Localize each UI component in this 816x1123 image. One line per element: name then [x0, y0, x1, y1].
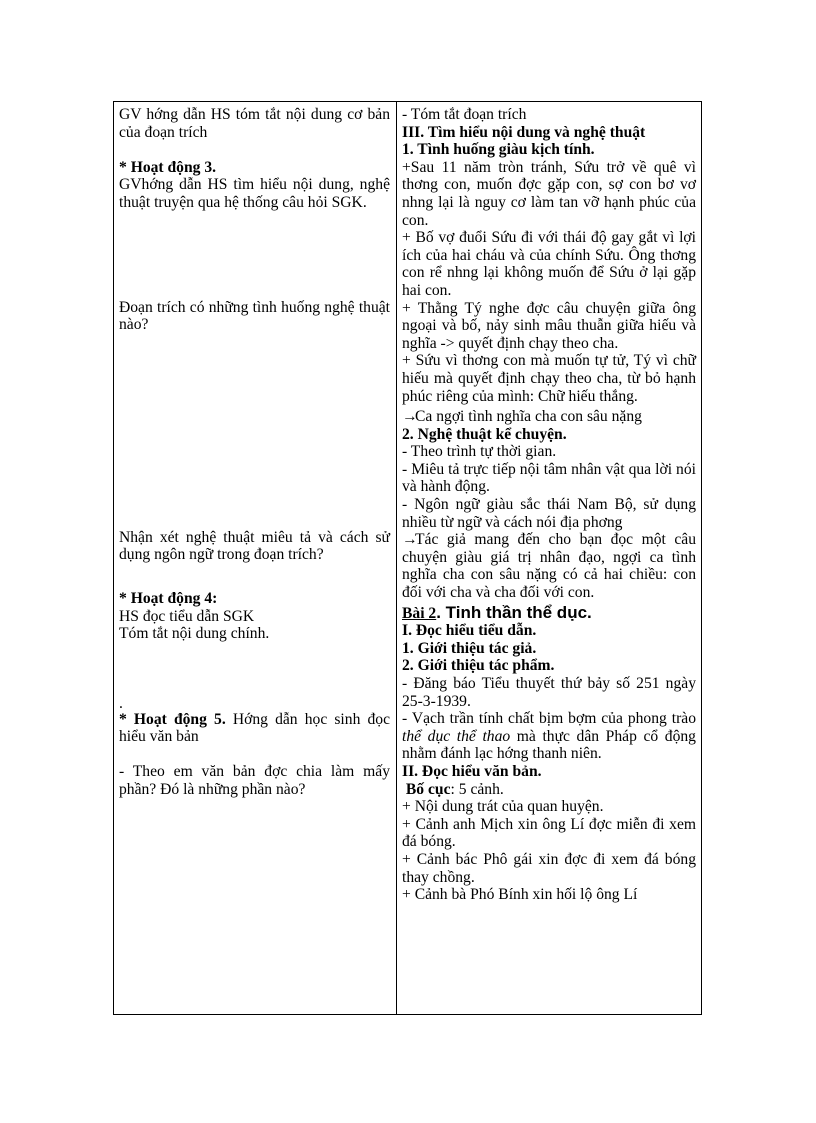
activity-5-title: * Hoạt động 5.: [119, 710, 226, 728]
work-heading: 2. Giới thiệu tác phẩm.: [402, 657, 555, 675]
conclusion-2-text: Tác giả mang đến cho bạn đọc một câu chuyện giàu giá trị nhân đạo, ngợi ca tình nghĩa cha con sâu nặng có cả hai chiều: con đối với cha và cha đối với con.: [402, 531, 696, 602]
question-situation: Đoạn trích có những tình huống nghệ thuật nào?: [119, 298, 390, 334]
conclusion-2: [402, 531, 696, 601]
spacer: [119, 141, 390, 159]
lesson-2-name: . Tinh thần thể dục.: [436, 602, 592, 622]
work-point-2-italic: thể dục thể thao: [402, 727, 511, 745]
arrow-icon: →: [402, 408, 418, 426]
subsection-2-heading: 2. Nghệ thuật kể chuyện.: [402, 425, 567, 443]
situation-paragraph-2: + Bố vợ đuổi Sứu đi với thái độ gay gắt vì lợi ích của hai cháu và của chính Sứu. Ông thơng con rể nhng lại không muốn để Sứu ở lại gặp hai con.: [402, 229, 696, 299]
content-column: [402, 106, 696, 904]
summary-line: - Tóm tắt đoạn trích: [402, 106, 527, 123]
conclusion-1: [402, 408, 696, 426]
work-point-1: - Đăng báo Tiểu thuyết thứ bảy số 251 ngày 25-3-1939.: [402, 675, 696, 710]
question-parts: - Theo em văn bản đợc chia làm mấy phần? Đó là những phần nào?: [119, 762, 390, 798]
arrow-icon: →: [402, 531, 418, 549]
column-divider: [396, 102, 397, 1014]
activity-5-text: Hớng dẫn học sinh đọc hiểu văn bản: [119, 710, 391, 746]
activity-4-line-1: HS đọc tiểu dẫn SGK: [119, 607, 255, 625]
work-point-2: [402, 710, 696, 763]
art-point-1: - Theo trình tự thời gian.: [402, 443, 557, 461]
work-point-2-a: - Vạch trần tính chất bịm bợm của phong trào: [402, 710, 696, 728]
structure-label: Bố cục: [405, 780, 451, 798]
structure-text: : 5 cảnh.: [450, 780, 504, 798]
subsection-1-heading: 1. Tình huống giàu kịch tính.: [402, 141, 595, 159]
lesson-2-label: Bài 2: [402, 604, 437, 622]
activity-4-title: * Hoạt động 4:: [119, 589, 218, 607]
work-point-2-c: mà thực dân Pháp cổ động nhằm đánh lạc hớng thanh niên.: [402, 727, 696, 763]
situation-paragraph-3: + Thằng Tý nghe đợc câu chuyện giữa ông ngoại và bố, nảy sinh mâu thuẫn giữa hiếu và nghĩa -> quyết định chạy theo cha.: [402, 299, 696, 352]
conclusion-1-text: Ca ngợi tình nghĩa cha con sâu nặng: [415, 408, 642, 426]
question-art: Nhận xét nghệ thuật miêu tả và cách sử dụng ngôn ngữ trong đoạn trích?: [119, 528, 390, 564]
dot-mark: .: [119, 694, 123, 712]
lesson-2-title: [402, 604, 696, 623]
summary-instruction: GV hớng dẫn HS tóm tắt nội dung cơ bản của đoạn trích: [119, 106, 390, 141]
section-i-heading: I. Đọc hiểu tiểu dẫn.: [402, 622, 537, 640]
section-iii-heading: III. Tìm hiểu nội dung và nghệ thuật: [402, 123, 646, 141]
scene-4: + Cảnh bà Phó Bính xin hối lộ ông Lí: [402, 886, 638, 904]
scene-1: + Nội dung trát của quan huyện.: [402, 798, 604, 816]
activity-5: [119, 711, 390, 746]
author-heading: 1. Giới thiệu tác giả.: [402, 639, 537, 657]
art-point-2: - Miêu tả trực tiếp nội tâm nhân vật qua lời nói và hành động.: [402, 460, 696, 496]
activity-3-title: * Hoạt động 3.: [119, 158, 217, 176]
situation-paragraph-4: + Sứu vì thơng con mà muốn tự tử, Tý vì chữ hiếu mà quyết định chạy theo cha, từ bỏ hạnh phúc riêng của mình: Chữ hiếu thắng.: [402, 352, 696, 405]
art-point-3: - Ngôn ngữ giàu sắc thái Nam Bộ, sử dụng nhiều từ ngữ và cách nói địa phơng: [402, 496, 696, 531]
scene-2: + Cảnh anh Mịch xin ông Lí đợc miễn đi xem đá bóng.: [402, 815, 696, 851]
section-ii-heading: II. Đọc hiểu văn bản.: [402, 762, 542, 780]
lesson-table: [113, 101, 702, 1015]
scene-3: + Cảnh bác Phô gái xin đợc đi xem đá bóng thay chồng.: [402, 850, 696, 886]
activity-4-line-2: Tóm tắt nội dung chính.: [119, 625, 270, 643]
situation-paragraph-1: +Sau 11 năm tròn tránh, Sứu trở về quê vì thơng con, muốn đợc gặp con, sợ con bơ vơ nhng lại là nguy cơ làm tan vỡ hạnh phúc của con.: [402, 158, 696, 229]
teacher-activity-column: [119, 106, 390, 798]
activity-3-text: GVhớng dẫn HS tìm hiểu nội dung, nghệ thuật truyện qua hệ thống câu hỏi SGK.: [119, 176, 390, 211]
structure-line: [402, 781, 696, 799]
